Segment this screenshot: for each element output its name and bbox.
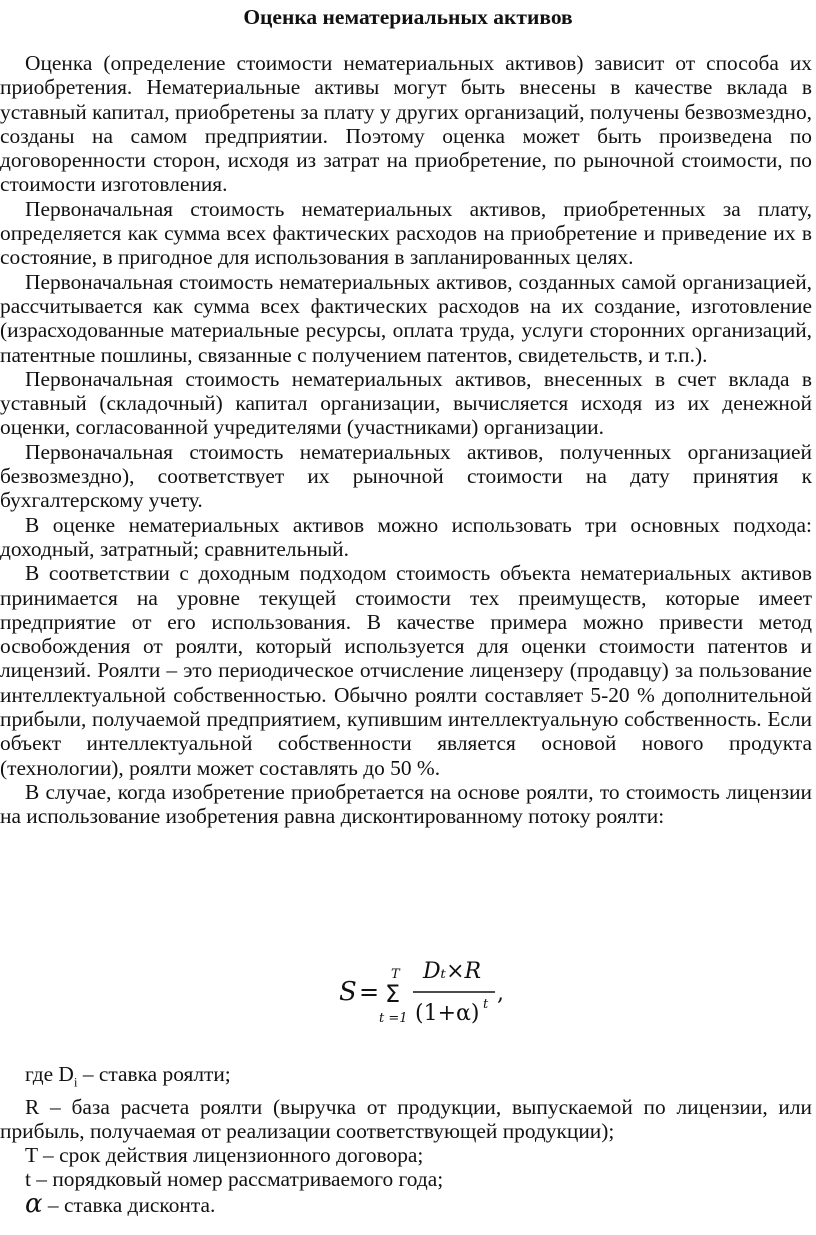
formula-lhs: S [339, 977, 357, 1007]
paragraph-3: Первоначальная стоимость нематериальных активов, созданных самой организацией, рассчитывается как сумма всех фактических расходов на их создание, изготовление (израсходованные материальные ресурсы, оплата труда, услуги сторонних организаций, патентные пошлины, связанные с получением патентов, свидетельств, и т.п.). [0, 269, 812, 367]
royalty-formula [337, 956, 517, 1028]
definitions [0, 1062, 812, 1217]
definition-alpha [0, 1188, 812, 1219]
document-title: Оценка нематериальных активов [243, 5, 573, 29]
paragraph-8: В случае, когда изобретение приобретается на основе роялти, то стоимость лицензии на использование изобретения равна дисконтированному потоку роялти: [0, 779, 812, 829]
formula-lower: t =1 [379, 1011, 408, 1026]
paragraph-1: Оценка (определение стоимости нематериальных активов) зависит от способа их приобретения. Нематериальные активы могут быть внесены в качестве вклада в уставный капитал, приобретены за плату у других организаций, получены безвозмездно, созданы на самом предприятии. Поэтому оценка может быть произведена по договоренности сторон, исходя из затрат на приобретение, по рыночной стоимости, по стоимости изготовления. [0, 51, 812, 197]
paragraph-6: В оценке нематериальных активов можно использовать три основных подхода: доходный, затратный; сравнительный. [0, 512, 812, 561]
document-body [0, 51, 812, 829]
formula-denominator: (1+α) [415, 1001, 480, 1026]
alpha-symbol: α [25, 1188, 43, 1219]
paragraph-7: В соответствии с доходным подходом стоимость объекта нематериальных активов принимается на уровне текущей стоимости тех преимуществ, которые имеет предприятие от его использования. В качестве примера можно привести метод освобождения от роялти, который используется для оценки стоимости патентов и лицензий. Роялти – это периодическое отчисление лицензеру (продавцу) за пользование интеллектуальной собственностью. Обычно роялти составляет 5-20 % дополнительной прибыли, получаемой предприятием, купившим интеллектуальную собственность. Если объект интеллектуальной собственности является основой нового продукта (технологии), роялти может составлять до 50 %. [0, 561, 812, 780]
definition-alpha-text: – ставка дисконта. [42, 1192, 216, 1217]
formula-sum: Σ [385, 980, 401, 1008]
definition-d-prefix: где D [25, 1062, 74, 1086]
definition-r: R – база расчета роялти (выручка от продукции, выпускаемой по лицензии, или прибыль, получаемая от реализации соответствующей продукции); [0, 1094, 812, 1143]
formula-numerator: Dₜ×R [423, 959, 482, 984]
definition-d-text: – ставка роялти; [77, 1062, 231, 1086]
paragraph-2: Первоначальная стоимость нематериальных активов, приобретенных за плату, определяется как сумма всех фактических расходов на приобретение и приведение их в состояние, в пригодное для использования в запланированных целях. [0, 196, 812, 270]
definition-d [0, 1062, 812, 1095]
formula-equals: = [359, 978, 380, 1006]
definition-t: t – порядковый номер рассматриваемого года; [25, 1167, 444, 1192]
formula-upper: T [391, 967, 400, 982]
formula-exponent: t [483, 997, 489, 1012]
formula-trailing: , [497, 981, 504, 1006]
paragraph-5: Первоначальная стоимость нематериальных активов, полученных организацией безвозмездно), соответствует их рыночной стоимости на дату принятия к бухгалтерскому учету. [0, 439, 812, 513]
paragraph-4: Первоначальная стоимость нематериальных активов, внесенных в счет вклада в уставный (складочный) капитал организации, вычисляется исходя из их денежной оценки, согласованной учредителями (участниками) организации. [0, 366, 812, 440]
definition-T: T – срок действия лицензионного договора; [25, 1143, 424, 1168]
definition-d-sub: i [73, 1074, 78, 1090]
